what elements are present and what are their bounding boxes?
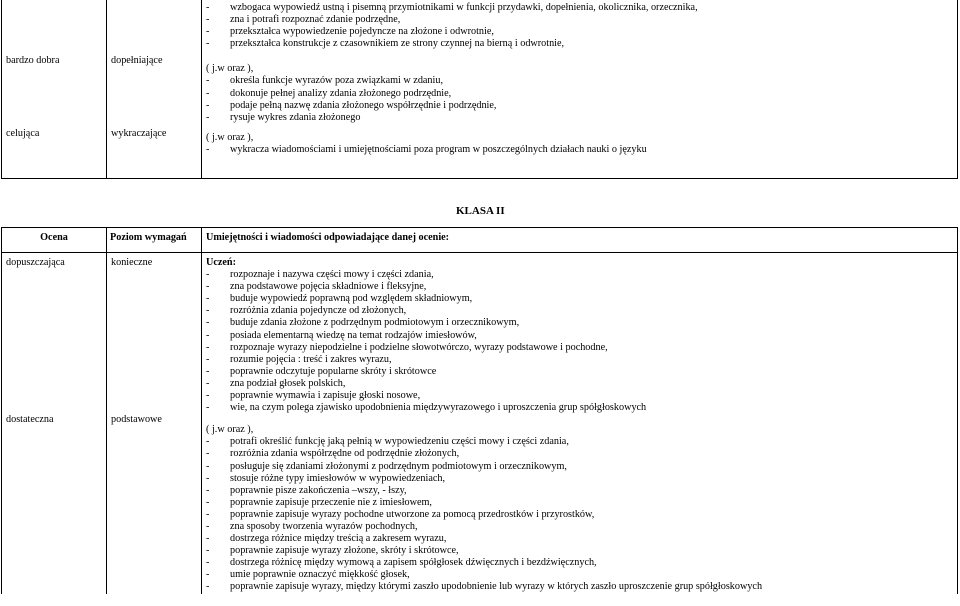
list-item: - poprawnie zapisuje wyrazy złożone, skróty i skrótowce, xyxy=(206,545,957,557)
list-item: - potrafi określić funkcję jaką pełnią w wypowiedzeniu części mowy i części zdania, xyxy=(206,436,957,448)
note-text: ( j.w oraz ), xyxy=(206,63,254,75)
list-item: - rozumie pojęcia : treść i zakres wyrazu, xyxy=(206,354,957,366)
list-item: - poprawnie odczytuje popularne skróty i skrótowce xyxy=(206,366,957,378)
list-item: - rozróżnia zdania pojedyncze od złożonych, xyxy=(206,305,957,317)
list-item: - rozpoznaje wyrazy niepodzielne i podzielne słowotwórczo, wyrazy podstawowe i pochodne, xyxy=(206,342,957,354)
umiejetnosci-cell xyxy=(202,253,958,594)
list-item: - zna i potrafi rozpoznać zdanie podrzędne, xyxy=(206,14,957,26)
ocena-label: bardzo dobra xyxy=(6,55,60,66)
poziom-label: konieczne xyxy=(111,257,153,268)
header-umiejetnosci: Umiejętności i wiadomości odpowiadające danej ocenie: xyxy=(202,228,958,253)
list-item: - dokonuje pełnej analizy zdania złożonego podrzędnie, xyxy=(206,88,957,100)
ocena-label: dopuszczająca xyxy=(6,257,65,268)
poziom-label: dopełniające xyxy=(111,55,163,66)
requirements-table-previous xyxy=(1,0,958,179)
ocena-label: dostateczna xyxy=(6,414,54,426)
list-item: - posługuje się zdaniami złożonymi z podrzędnym podmiotowym i orzecznikowym, xyxy=(206,461,957,473)
list-item: - przekształca konstrukcje z czasownikiem ze strony czynnej na bierną i odwrotnie, xyxy=(206,38,957,50)
note-text: ( j.w oraz ), xyxy=(206,424,254,436)
requirement-list xyxy=(206,269,957,414)
list-item: - wykracza wiadomościami i umiejętnościami poza program w poszczególnych działach nauki o języku xyxy=(206,144,957,156)
list-item: - określa funkcje wyrazów poza związkami w zdaniu, xyxy=(206,75,957,87)
list-item: - podaje pełną nazwę zdania złożonego współrzędnie i podrzędnie, xyxy=(206,100,957,112)
header-poziom: Poziom wymagań xyxy=(107,228,202,253)
list-item: - dostrzega różnice między treścią a zakresem wyrazu, xyxy=(206,533,957,545)
list-item: - wie, na czym polega zjawisko upodobnienia międzywyrazowego i uproszczenia grup spółgłoskowych xyxy=(206,402,957,414)
table-header-row xyxy=(2,228,958,253)
list-item: - zna sposoby tworzenia wyrazów pochodnych, xyxy=(206,521,957,533)
list-item: - rozróżnia zdania współrzędne od podrzędnie złożonych, xyxy=(206,448,957,460)
umiejetnosci-cell xyxy=(202,0,958,179)
ocena-cell xyxy=(2,0,107,179)
table-row xyxy=(2,253,958,594)
ocena-label: celująca xyxy=(6,128,40,140)
list-item: - wzbogaca wypowiedź ustną i pisemną przymiotnikami w funkcji przydawki, dopełnienia, okolicznika, orzecznika, xyxy=(206,2,957,14)
poziom-label: wykraczające xyxy=(111,128,167,140)
requirement-list xyxy=(206,2,957,50)
list-item: - przekształca wypowiedzenie pojedyncze na złożone i odwrotnie, xyxy=(206,26,957,38)
list-item: - posiada elementarną wiedzę na temat rodzajów imiesłowów, xyxy=(206,330,957,342)
requirement-list xyxy=(206,144,957,156)
list-item: - poprawnie zapisuje przeczenie nie z imiesłowem, xyxy=(206,497,957,509)
list-item: - zna podział głosek polskich, xyxy=(206,378,957,390)
list-item: - rozpoznaje i nazywa części mowy i części zdania, xyxy=(206,269,957,281)
requirement-list xyxy=(206,75,957,123)
list-item: - stosuje różne typy imiesłowów w wypowiedzeniach, xyxy=(206,473,957,485)
list-item: - buduje wypowiedź poprawną pod względem składniowym, xyxy=(206,293,957,305)
requirements-table-klasa-ii xyxy=(1,227,958,594)
section-title: KLASA II xyxy=(456,205,505,217)
poziom-cell xyxy=(107,0,202,179)
list-item: - poprawnie pisze zakończenia –wszy, - łszy, xyxy=(206,485,957,497)
header-ocena: Ocena xyxy=(2,228,107,253)
note-text: ( j.w oraz ), xyxy=(206,131,254,143)
poziom-cell xyxy=(107,253,202,594)
list-item: - umie poprawnie oznaczyć miękkość głosek, xyxy=(206,569,957,581)
list-item: - poprawnie wymawia i zapisuje głoski nosowe, xyxy=(206,390,957,402)
requirement-list xyxy=(206,436,957,593)
list-item: - buduje zdania złożone z podrzędnym podmiotowym i orzecznikowym, xyxy=(206,317,957,329)
list-item: - rysuje wykres zdania złożonego xyxy=(206,112,957,124)
uczen-label: Uczeń: xyxy=(206,257,236,268)
list-item: - poprawnie zapisuje wyrazy pochodne utworzone za pomocą przedrostków i przyrostków, xyxy=(206,509,957,521)
poziom-label: podstawowe xyxy=(111,414,162,426)
ocena-cell xyxy=(2,253,107,594)
list-item: - poprawnie zapisuje wyrazy, między którymi zaszło upodobnienie lub wyrazy w których zaszło uproszczenie grup spółgłoskowych xyxy=(206,581,957,593)
list-item: - dostrzega różnicę między wymową a zapisem spółgłosek dźwięcznych i bezdźwięcznych, xyxy=(206,557,957,569)
table-row xyxy=(2,0,958,179)
list-item: - zna podstawowe pojęcia składniowe i fleksyjne, xyxy=(206,281,957,293)
